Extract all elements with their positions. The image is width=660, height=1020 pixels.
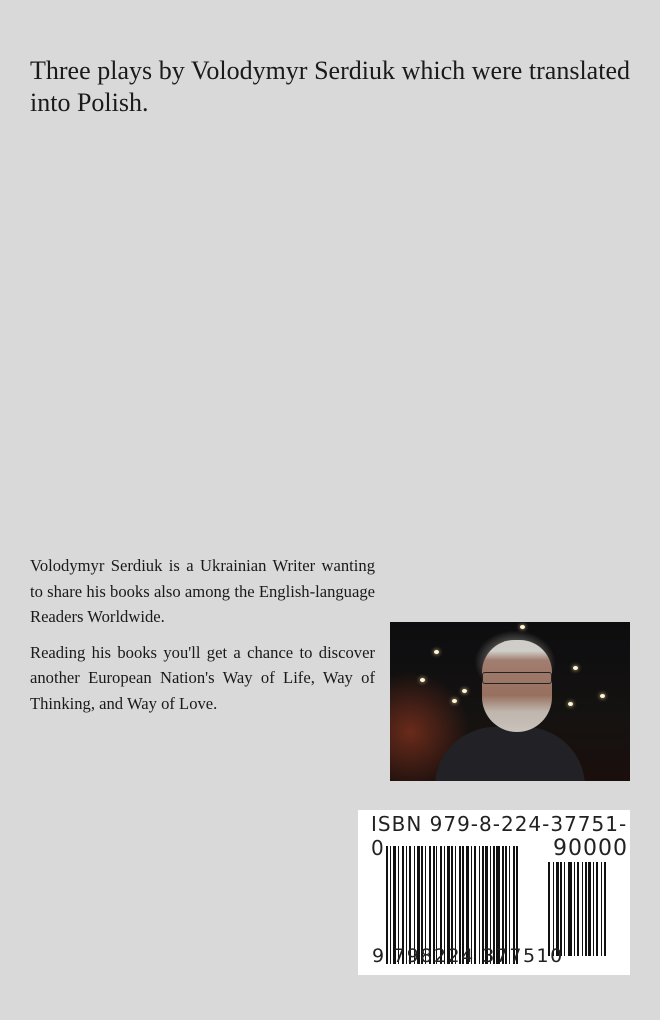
author-bio [30,553,375,726]
addon-bars [548,862,620,956]
barcode-bar [601,862,602,956]
barcode-bar [574,862,575,956]
bio-paragraph: Reading his books you'll get a chance to discover another European Nation's Way of Life, Way of Thinking, and Way of Love. [30,642,375,713]
barcode-bar [596,862,598,956]
isbn-label: ISBN 979-8-224-37751-0 [371,812,628,860]
barcode-bar [553,862,554,956]
cover-headline: Three plays by Volodymyr Serdiuk which were translated into Polish. [30,56,630,117]
barcode-bar [556,862,559,956]
price-code: 90000 [553,836,628,861]
bio-paragraph: Volodymyr Serdiuk is a Ukrainian Writer wanting to share his books also among the English-language Readers Worldwide. [30,556,375,626]
barcode-bar [585,862,587,956]
ean-digits: 9 798224 377510 [372,945,564,967]
barcode-bar [588,862,591,956]
barcode-bar [577,862,579,956]
barcode-bar [564,862,565,956]
barcode-bar [593,862,594,956]
barcode-bar [604,862,606,956]
author-photo [390,622,630,781]
barcode-bar [560,862,562,956]
barcode-bar [548,862,550,956]
barcode-bar [582,862,583,956]
barcode-bar [568,862,572,956]
isbn-barcode [358,810,630,975]
